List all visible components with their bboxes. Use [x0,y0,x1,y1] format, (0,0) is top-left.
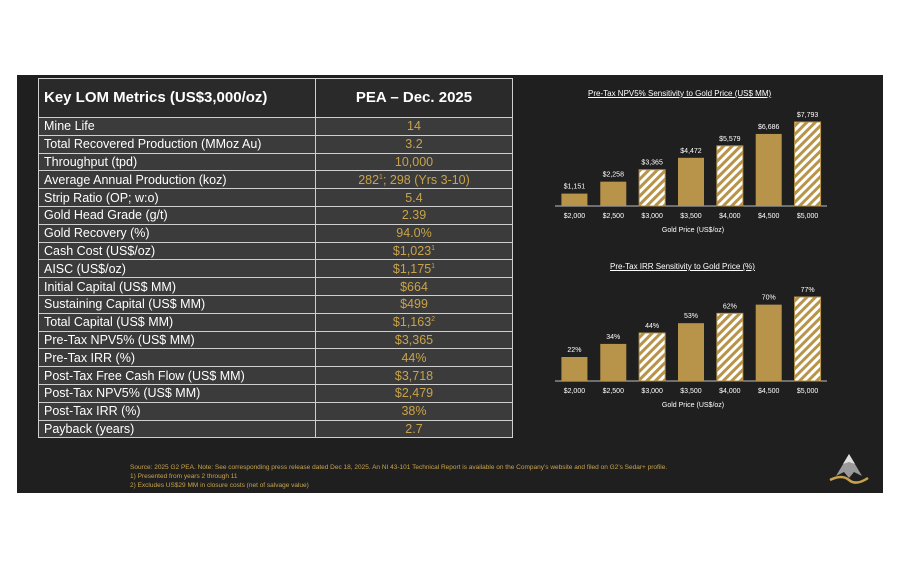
metric-value [316,313,513,331]
footnote-marker: 1 [379,173,383,181]
data-label: $5,579 [719,135,741,143]
company-logo-icon [826,450,872,488]
metric-value-text: $3,365 [394,332,434,347]
footnote-marker: 1 [431,262,436,270]
bar [795,122,821,206]
metric-value [316,206,513,224]
header-value: PEA – Dec. 2025 [316,79,513,118]
table-row [39,135,513,153]
metric-value-text: $664 [400,279,428,294]
metric-label: Total Recovered Production (MMoz Au) [39,135,316,153]
x-tick-label: $2,000 [563,213,586,220]
metric-label: Strip Ratio (OP; w:o) [39,189,316,207]
metric-label: Average Annual Production (koz) [39,171,316,189]
irr-sensitivity-chart [545,277,835,412]
metric-value [316,171,513,189]
bar [561,357,587,381]
bar [756,134,782,206]
metric-label: Initial Capital (US$ MM) [39,278,316,296]
x-axis-label: Gold Price (US$/oz) [661,402,725,409]
bar [795,297,821,381]
metric-label: Post-Tax Free Cash Flow (US$ MM) [39,367,316,385]
metric-value-text: 5.4 [405,190,423,205]
bar [678,323,704,381]
x-tick-label: $4,500 [758,388,780,395]
metric-label: Total Capital (US$ MM) [39,313,316,331]
bar [600,344,626,381]
metric-value-text: 3.2 [405,137,423,152]
metrics-table-body [39,118,513,438]
metric-value-text: 282 [358,172,380,187]
table-row [39,402,513,420]
table-row [39,118,513,136]
table-row [39,384,513,402]
x-tick-label: $4,000 [719,388,741,395]
metric-value-text: 44% [401,350,427,365]
footer-note-1: 1) Presented from years 2 through 11 [130,473,238,480]
table-row [39,331,513,349]
table-row [39,171,513,189]
metric-label: Post-Tax IRR (%) [39,402,316,420]
table-header-row [39,79,513,118]
data-label: 62% [722,303,737,311]
table-row [39,313,513,331]
bar [561,194,587,206]
data-label: 34% [606,333,621,341]
bar [600,182,626,206]
metric-label: Gold Recovery (%) [39,224,316,242]
metric-value [316,349,513,367]
metric-label: AISC (US$/oz) [39,260,316,278]
metric-label: Cash Cost (US$/oz) [39,242,316,260]
table-row [39,224,513,242]
table-row [39,189,513,207]
data-label: $6,686 [758,123,780,131]
metric-label: Post-Tax NPV5% (US$ MM) [39,384,316,402]
footer-notes [130,463,667,490]
metric-value-text: 10,000 [394,154,434,169]
data-label: $7,793 [796,112,819,119]
data-label: $2,258 [602,171,624,179]
metric-value [316,189,513,207]
data-label: $4,472 [680,147,702,155]
metric-value-text: $2,479 [394,386,434,401]
metric-value [316,242,513,260]
metric-label: Gold Head Grade (g/t) [39,206,316,224]
data-label: 53% [683,313,699,321]
x-tick-label: $3,500 [680,388,702,395]
x-tick-label: $3,000 [641,388,663,395]
table-row [39,242,513,260]
metric-value [316,295,513,313]
metric-value-text: $499 [400,297,428,312]
footnote-marker: 1 [431,244,436,252]
metric-value [316,135,513,153]
metric-value [316,367,513,385]
data-label: $1,151 [563,183,586,191]
metric-label: Sustaining Capital (US$ MM) [39,295,316,313]
data-label: 70% [761,294,776,302]
footnote-marker: 2 [431,316,436,323]
metric-value [316,260,513,278]
metric-value-suffix: ; 298 (Yrs 3-10) [382,172,470,187]
npv-chart-title: Pre-Tax NPV5% Sensitivity to Gold Price (US$ MM) [588,89,772,98]
footer-note-2: 2) Excludes US$29 MM in closure costs (net of salvage value) [130,482,309,489]
metric-label: Throughput (tpd) [39,153,316,171]
metric-value-text: $1,163 [392,315,432,330]
metric-value-text: 2.39 [401,208,427,223]
x-tick-label: $4,500 [758,213,780,220]
x-axis-label: Gold Price (US$/oz) [661,227,725,234]
metric-value [316,331,513,349]
metrics-table [38,78,513,438]
metric-value-text: 94.0% [396,226,432,241]
metric-value [316,224,513,242]
metric-value-text: $3,718 [394,368,434,383]
table-row [39,420,513,438]
metric-value [316,278,513,296]
x-tick-label: $5,000 [796,388,819,395]
bar [756,305,782,381]
footer-source: Source: 2025 G2 PEA. Note: See corresponding press release dated Dec 18, 2025. An NI 43-101 Technical Report is available on the Company’s website and filed on G2’s Sedar+ profile. [130,464,668,471]
metric-value [316,153,513,171]
x-tick-label: $2,500 [602,388,624,395]
x-tick-label: $5,000 [796,213,819,220]
data-label: $3,365 [641,159,663,167]
x-tick-label: $3,500 [680,213,702,220]
metric-value-text: $1,023 [392,243,432,258]
bar [639,333,665,381]
metric-label: Pre-Tax IRR (%) [39,349,316,367]
bar [717,146,743,206]
metric-value [316,384,513,402]
x-tick-label: $4,000 [719,213,741,220]
metric-value-text: $1,175 [392,261,432,276]
x-tick-label: $2,500 [602,213,624,220]
table-row [39,349,513,367]
metric-value-text: 2.7 [405,421,423,436]
bar [639,170,665,206]
metric-value [316,420,513,438]
metric-value [316,118,513,136]
table-row [39,295,513,313]
x-tick-label: $2,000 [563,388,586,395]
table-row [39,153,513,171]
bar [717,313,743,381]
metric-label: Mine Life [39,118,316,136]
metric-value-text: 38% [401,404,427,419]
table-row [39,367,513,385]
irr-chart-title: Pre-Tax IRR Sensitivity to Gold Price (%) [610,262,755,271]
header-metric: Key LOM Metrics (US$3,000/oz) [39,79,316,118]
data-label: 22% [567,347,582,354]
metric-value [316,402,513,420]
data-label: 44% [645,323,660,330]
table-row [39,206,513,224]
metric-label: Payback (years) [39,420,316,438]
metric-label: Pre-Tax NPV5% (US$ MM) [39,331,316,349]
x-tick-label: $3,000 [641,213,663,220]
data-label: 77% [800,287,815,294]
metric-value-text: 14 [407,119,421,134]
npv-sensitivity-chart [545,102,835,237]
table-row [39,278,513,296]
table-row [39,260,513,278]
bar [678,158,704,206]
